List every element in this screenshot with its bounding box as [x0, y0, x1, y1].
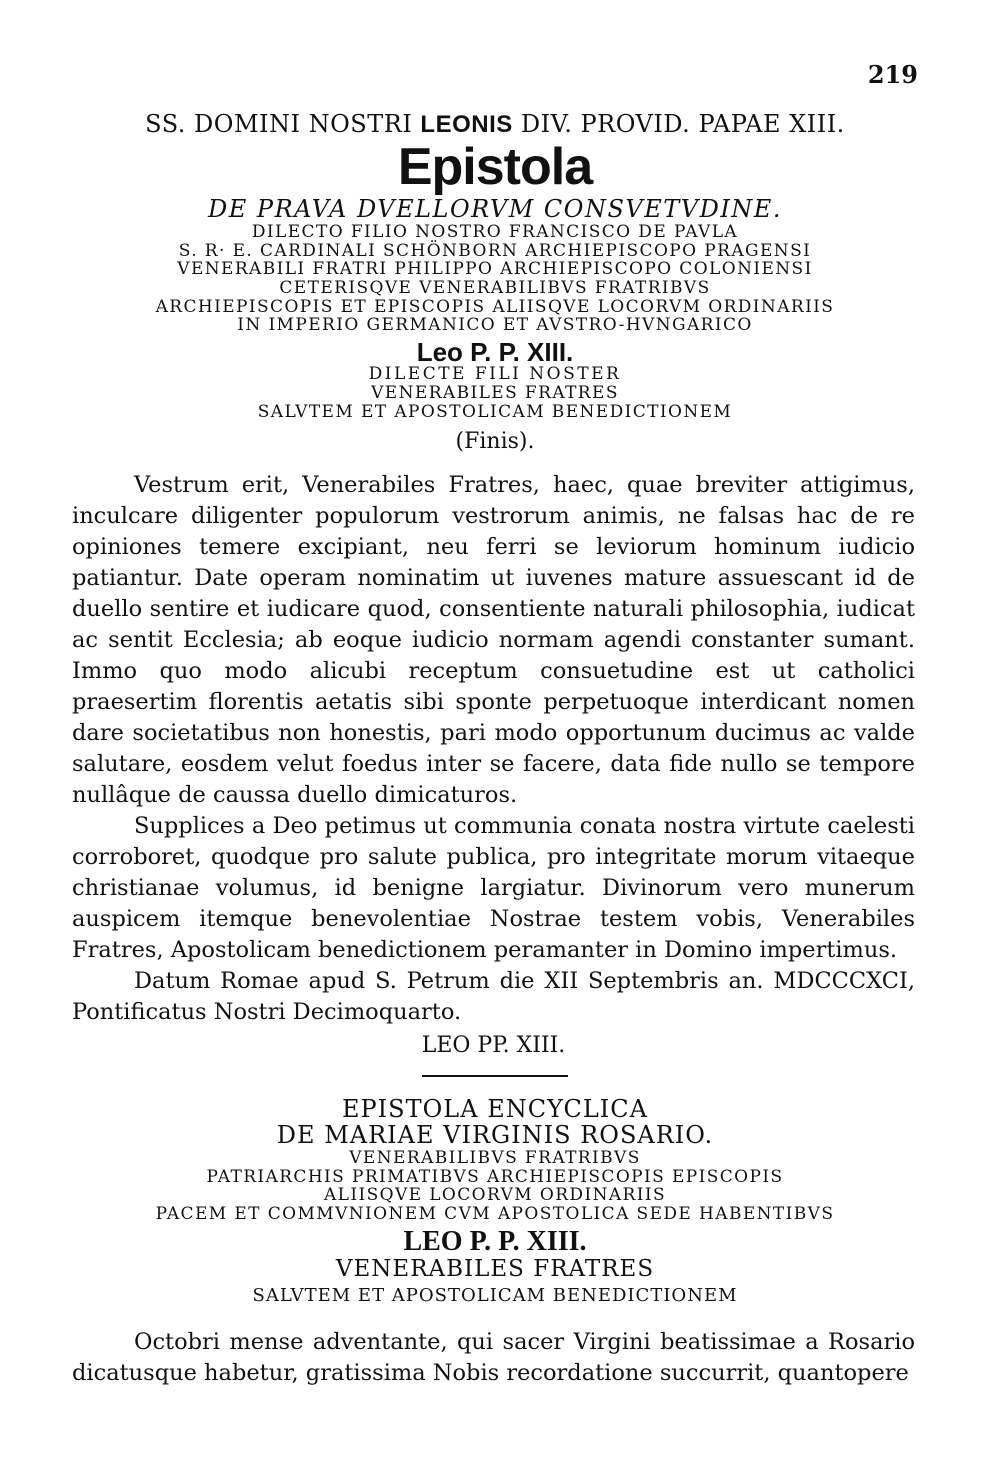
greeting-line: VENERABILES FRATRES [371, 382, 619, 403]
addressee-line: CETERISQVE VENERABILIBVS FRATRIBVS [279, 278, 711, 299]
addressee-line: VENERABILIBVS FRATRIBVS [349, 1148, 641, 1168]
body-paragraph: Datum Romae apud S. Petrum die XII Septembris an. MDCCCXCI, Pontificatus Nostri Decimoquarto. [72, 968, 915, 1025]
addressee-line: PATRIARCHIS PRIMATIBVS ARCHIEPISCOPIS EPISCOPIS [206, 1166, 784, 1187]
encyclical-title: EPISTOLA ENCYCLICA [342, 1095, 648, 1123]
addressee-line: VENERABILI FRATRI PHILIPPO ARCHIEPISCOPO COLONIENSI [177, 259, 813, 280]
letter-body [72, 470, 915, 1061]
addressee-line: IN IMPERIO GERMANICO ET AVSTRO-HVNGARICO [237, 315, 753, 336]
encyclical-header [70, 1097, 920, 1305]
body-paragraph: Supplices a Deo petimus ut communia conata nostra virtute caelesti corroboret, quodque pro salute publica, pro integritate morum vitaeque christianae volumus, id benigne largiatur. Divinorum vero munerum auspicem itemque benevolentiae Nostrae testem vobis, Venerabiles Fratres, Apostolicam benedictionem peramanter in Domino impertimus. [72, 813, 915, 963]
header-line-bold: LEONIS [420, 111, 513, 138]
addressee-line: DILECTO FILIO NOSTRO FRANCISCO DE PAVLA [251, 222, 739, 242]
body-paragraph: Vestrum erit, Venerabiles Fratres, haec, quae breviter attigimus, inculcare diligenter populorum vestrorum animis, ne falsas hac de re opiniones temere excipiant, neu ferri se leviorum hominum iudicio patiantur. Date operam nominatim ut iuvenes mature assuescant id de duello sentire et iudicare quod, consentiente naturali philosophia, iudicat ac sentit Ecclesia; ab eoque iudicio normam agendi constanter sumant. Immo quo modo alicubi receptum consuetudine est ut catholici praesertim florentis aetatis sibi sponte perpetuoque interdicant nomen dare societatibus non honestis, pari modo opportunum ducimus ac valde salutare, eosdem velut foedus inter se facere, data fide nullo se tempore nullâque de caussa duello dimicaturos. [72, 472, 915, 808]
addressee-line: ALIISQVE LOCORVM ORDINARIIS [323, 1185, 667, 1206]
document-subtitle: DE PRAVA DVELLORVM CONSVETVDINE. [208, 195, 782, 223]
body-paragraph: Octobri mense adventante, qui sacer Virgini beatissimae a Rosario dicatusque habetur, gratissima Nobis recordatione succurrit, quantopere [72, 1329, 915, 1386]
greeting-line: VENERABILES FRATRES [335, 1255, 655, 1282]
greeting-line: SALVTEM ET APOSTOLICAM BENEDICTIONEM [252, 1284, 738, 1306]
header-line-suffix: DIV. PROVID. PAPAE XIII. [512, 110, 845, 138]
encyclical-body [72, 1327, 915, 1389]
document-title: Epistola [397, 138, 593, 196]
section-divider [422, 1075, 568, 1077]
header-line-prefix: SS. DOMINI NOSTRI [145, 110, 421, 138]
addressee-line: PACEM ET COMMVNIONEM CVM APOSTOLICA SEDE HABENTIBVS [155, 1204, 835, 1225]
letter-header [70, 112, 920, 453]
pope-name: Leo P. P. XIII. [416, 337, 574, 368]
finis-label: (Finis). [455, 429, 535, 455]
header-line [70, 112, 920, 137]
addressee-line: ARCHIEPISCOPIS ET EPISCOPIS ALIISQVE LOCORVM ORDINARIIS [155, 296, 835, 317]
greeting-line: DILECTE FILI NOSTER [368, 364, 622, 385]
page-number: 219 [867, 60, 918, 89]
addressee-line: S. R· E. CARDINALI SCHÖNBORN ARCHIEPISCOPO PRAGENSI [178, 240, 812, 261]
signature: LEO PP. XIII. [421, 1033, 566, 1058]
pope-name: LEO P. P. XIII. [403, 1225, 587, 1257]
encyclical-subtitle: DE MARIAE VIRGINIS ROSARIO. [276, 1121, 714, 1149]
greeting-line: SALVTEM ET APOSTOLICAM BENEDICTIONEM [257, 401, 733, 422]
